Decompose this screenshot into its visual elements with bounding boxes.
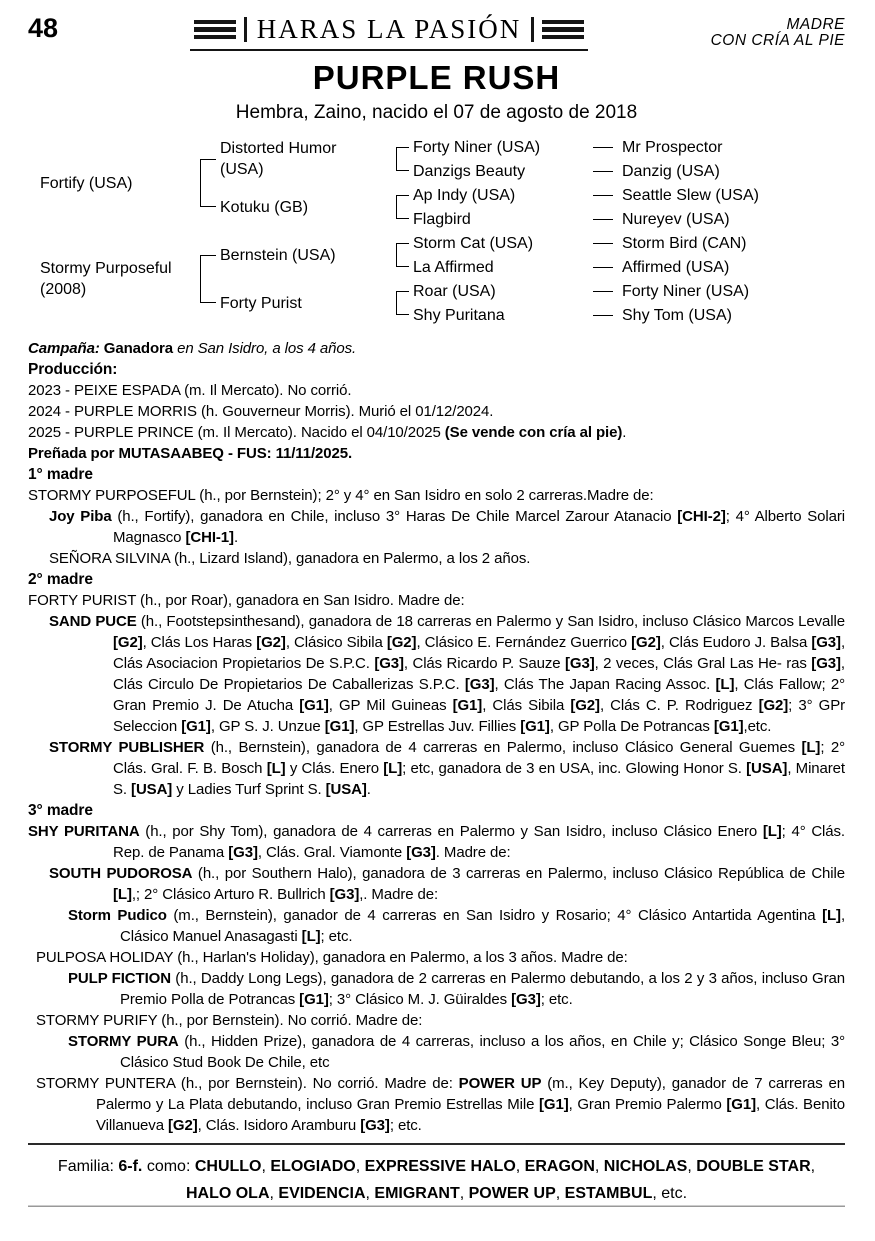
pedigree-dam: Stormy Purposeful (2008)	[40, 260, 172, 298]
race-record-body	[28, 338, 845, 1136]
mare-paragraph-senora-silvina: SEÑORA SILVINA (h., Lizard Island), ganadora en Palermo, a los 2 años.	[49, 550, 531, 567]
pedigree-cell: Kotuku (GB)	[220, 198, 309, 216]
pedigree-cell: Ap Indy (USA)	[413, 186, 516, 204]
logo-divider	[531, 17, 534, 42]
stud-name: HARAS LA PASIÓN	[256, 14, 522, 44]
pedigree-dash	[593, 195, 613, 196]
sale-condition-line2: CON CRÍA AL PIE	[710, 32, 845, 49]
pedigree-cell: Shy Puritana	[413, 306, 505, 324]
mare-paragraph-south-pudorosa: SOUTH PUDOROSA (h., por Southern Halo), ganadora de 3 carreras en Palermo, incluso Clásico República de Chile [L],; 2° Clásico Arturo R. Bullrich [G3],. Madre de:	[49, 865, 846, 903]
pedigree-dash	[593, 147, 613, 148]
pedigree-cell: Distorted Humor (USA)	[220, 140, 337, 178]
pregnant-line: Preñada por MUTASAABEQ - FUS: 11/11/2025.	[28, 445, 353, 462]
mare-paragraph-stormy-purposeful: STORMY PURPOSEFUL (h., por Bernstein); 2° y 4° en San Isidro en solo 2 carreras.Madre de:	[28, 487, 654, 504]
pedigree-bracket	[396, 147, 409, 171]
mare-paragraph-stormy-publisher: STORMY PUBLISHER (h., Bernstein), ganadora de 4 carreras en Palermo, incluso Clásico General Guemes [L]; 2° Clás. Gral. F. B. Bosch [L] y Clás. Enero [L]; etc, ganadora de 3 en USA, inc. Glowing Honor S. [USA], Minaret S. [USA] y Ladies Turf Sprint S. [USA].	[49, 739, 845, 798]
family-footer	[28, 1143, 845, 1207]
pedigree-bracket	[396, 291, 409, 315]
pedigree-dash	[593, 315, 613, 316]
production-line-2023: 2023 - PEIXE ESPADA (m. Il Mercato). No corrió.	[28, 382, 352, 399]
production-line-2025: 2025 - PURPLE PRINCE (m. Il Mercato). Nacido el 04/10/2025 (Se vende con cría al pie).	[28, 424, 627, 441]
pedigree-cell: Affirmed (USA)	[593, 255, 843, 279]
mare-paragraph-stormy-purify: STORMY PURIFY (h., por Bernstein). No corrió. Madre de:	[36, 1012, 423, 1029]
pedigree-dash	[593, 291, 613, 292]
pedigree-cell: Forty Niner (USA)	[593, 279, 843, 303]
production-heading: Producción:	[28, 361, 118, 378]
mare-paragraph-pulp-fiction: PULP FICTION (h., Daddy Long Legs), ganadora de 2 carreras en Palermo debutando, a los 2 y 3 años, incluso Gran Premio Polla de Potrancas [G1]; 3° Clásico M. J. Güiraldes [G3]; etc.	[68, 970, 845, 1008]
horse-description: Hembra, Zaino, nacido el 07 de agosto de 2018	[235, 102, 638, 123]
pedigree-cell: Shy Tom (USA)	[593, 303, 843, 327]
pedigree-cell: Nureyev (USA)	[593, 207, 843, 231]
pedigree-dash	[593, 219, 613, 220]
pedigree-cell: Flagbird	[413, 210, 471, 228]
logo-divider	[244, 17, 247, 42]
horse-name: PURPLE RUSH	[312, 59, 561, 96]
mare-paragraph-sand-puce: SAND PUCE (h., Footstepsinthesand), ganadora de 18 carreras en Palermo y San Isidro, incluso Clásico Marcos Levalle [G2], Clás Los Haras [G2], Clásico Sibila [G2], Clásico E. Fernández Guerrico [G2], Clás Eudoro J. Balsa [G3], Clás Asociacion Propietarios De S.P.C. [G3], Clás Ricardo P. Sauze [G3], 2 veces, Clás Gral Las He- ras [G3], Clás Circulo De Propietarios De Caballerizas S.P.C. [G3], Clás The Japan Racing Assoc. [L], Clás Fallow; 2° Gran Premio J. De Atucha [G1], GP Mil Guineas [G1], Clás Sibila [G2], Clás C. P. Rodriguez [G2]; 3° GPr Seleccion [G1], GP S. J. Unzue [G1], GP Estrellas Juv. Fillies [G1], GP Polla De Potrancas [G1],etc.	[49, 613, 846, 735]
mare-paragraph-pulposa-holiday: PULPOSA HOLIDAY (h., Harlan's Holiday), ganadora en Palermo, a los 3 años. Madre de:	[36, 949, 628, 966]
mare-paragraph-forty-purist: FORTY PURIST (h., por Roar), ganadora en San Isidro. Madre de:	[28, 592, 465, 609]
mare-section-heading-1: 1° madre	[28, 466, 93, 483]
pedigree-cell: Storm Bird (CAN)	[593, 231, 843, 255]
stud-logo	[190, 14, 589, 51]
sale-condition-note	[670, 14, 845, 49]
mare-paragraph-shy-puritana: SHY PURITANA (h., por Shy Tom), ganadora de 4 carreras en Palermo y San Isidro, incluso Clásico Enero [L]; 4° Clás. Rep. de Panama [G3], Clás. Gral. Viamonte [G3]. Madre de:	[28, 823, 845, 861]
pedigree-cell: Danzig (USA)	[593, 159, 843, 183]
mare-paragraph-stormy-puntera: STORMY PUNTERA (h., por Bernstein). No corrió. Madre de: POWER UP (m., Key Deputy), ganador de 7 carreras en Palermo y La Plata debutando, incluso Gran Premio Estrellas Mile [G1], Gran Premio Palermo [G1], Clás. Benito Villanueva [G2], Clás. Isidoro Aramburu [G3]; etc.	[36, 1075, 845, 1134]
pedigree-dash	[593, 267, 613, 268]
pedigree-cell: Seattle Slew (USA)	[593, 183, 843, 207]
pedigree-sire: Fortify (USA)	[40, 174, 133, 192]
mare-paragraph-stormy-pura: STORMY PURA (h., Hidden Prize), ganadora de 4 carreras, incluso a los años, en Chile y; Clásico Songe Bleu; 3° Clásico Stud Book De Chile, etc	[68, 1033, 845, 1071]
mare-section-heading-2: 2° madre	[28, 571, 93, 588]
pedigree-cell: Bernstein (USA)	[220, 246, 336, 264]
page-number: 48	[28, 13, 59, 43]
family-line: Familia: 6-f. como: CHULLO, ELOGIADO, EXPRESSIVE HALO, ERAGON, NICHOLAS, DOUBLE STAR, HALO OLA, EVIDENCIA, EMIGRANT, POWER UP, ESTAMBUL, etc.	[57, 1158, 816, 1202]
mare-paragraph-storm-pudico: Storm Pudico (m., Bernstein), ganador de 4 carreras en San Isidro y Rosario; 4° Clásico Antartida Agentina [L], Clásico Manuel Anasagasti [L]; etc.	[68, 907, 846, 945]
pedigree-cell: Forty Niner (USA)	[413, 138, 541, 156]
mare-paragraph-joy-piba: Joy Piba (h., Fortify), ganadora en Chile, incluso 3° Haras De Chile Marcel Zarour Atanacio [CHI-2]; 4° Alberto Solari Magnasco [CHI-1].	[49, 508, 845, 546]
pedigree-dash	[593, 243, 613, 244]
pedigree-table	[28, 135, 845, 329]
pedigree-cell: Roar (USA)	[413, 282, 496, 300]
pedigree-bracket	[396, 195, 409, 219]
pedigree-dash	[593, 171, 613, 172]
production-line-2024: 2024 - PURPLE MORRIS (h. Gouverneur Morris). Murió el 01/12/2024.	[28, 403, 494, 420]
sale-condition-line1: MADRE	[786, 16, 845, 33]
campaign-line: Campaña: Ganadora en San Isidro, a los 4 años.	[28, 340, 357, 357]
pedigree-cell: Mr Prospector	[593, 135, 843, 159]
logo-bars-icon	[542, 20, 584, 40]
pedigree-cell: Forty Purist	[220, 294, 302, 312]
pedigree-cell: Danzigs Beauty	[413, 162, 526, 180]
pedigree-bracket	[200, 255, 216, 303]
pedigree-cell: Storm Cat (USA)	[413, 234, 534, 252]
page-header	[28, 14, 845, 51]
pedigree-bracket	[200, 159, 216, 207]
pedigree-bracket	[396, 243, 409, 267]
pedigree-cell: La Affirmed	[413, 258, 494, 276]
logo-bars-icon	[194, 20, 236, 40]
mare-section-heading-3: 3° madre	[28, 802, 93, 819]
